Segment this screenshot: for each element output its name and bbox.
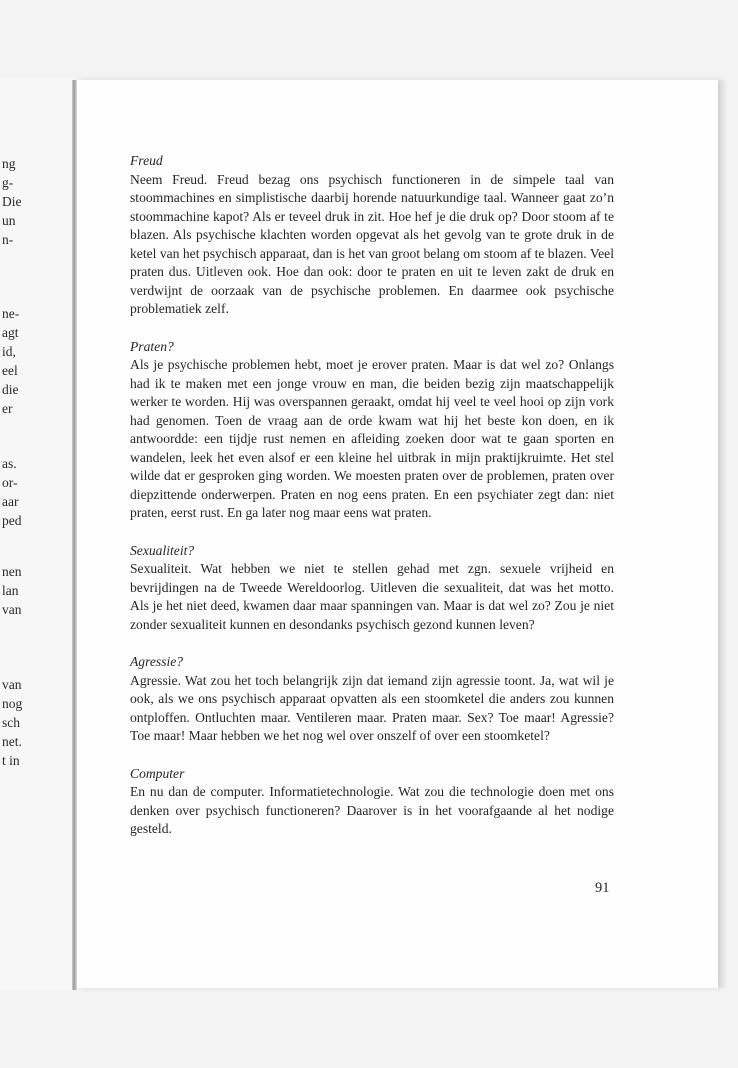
section-sexualiteit	[130, 542, 614, 635]
section-body: Als je psychische problemen hebt, moet je erover praten. Maar is dat wel zo? Onlangs had ik te maken met een jonge vrouw en man, die beiden bezig zijn maatschappelijk werker te worden. Hij was overspannen geraakt, omdat hij veel te veel hooi op zijn vork had genomen. Toen de vraag aan de orde kwam wat hij het beste kon doen, en ik antwoordde: een tijdje rust nemen en afleiding zoeken door wat te gaan sporten en wandelen, leek het even alsof er een kleine hel uitbrak in mijn praktijkruimte. Het stel wilde dat er gesproken ging worden. We moesten praten over de problemen, praten over diepzittende onderwerpen. Praten en nog eens praten. En een psychiater zegt dan: niet praten, eerst rust. En ga later nog maar eens wat praten.	[130, 357, 614, 520]
left-fragment: agt	[2, 325, 19, 340]
section-body: En nu dan de computer. Informatietechnologie. Wat zou die technologie doen met ons denken over psychisch functioneren? Daarover is in het voorafgaande al het nodige gesteld.	[130, 784, 614, 836]
section-freud	[130, 152, 614, 319]
section-heading: Freud	[130, 153, 163, 168]
left-fragment: nen	[2, 564, 22, 579]
section-heading: Sexualiteit?	[130, 542, 195, 558]
page-text	[130, 152, 614, 858]
left-fragment: sch	[2, 715, 20, 730]
left-fragment: Die	[2, 194, 22, 209]
left-fragment: t in	[2, 753, 20, 768]
left-fragment: ne-	[2, 306, 20, 321]
left-fragment: as.	[2, 456, 17, 471]
left-fragment: id,	[2, 344, 16, 359]
section-agressie	[130, 653, 614, 746]
right-page	[77, 80, 718, 988]
left-fragment: g-	[2, 175, 14, 190]
left-page	[0, 78, 74, 990]
left-fragment: un	[2, 213, 16, 228]
section-heading: Agressie?	[130, 654, 184, 669]
left-fragment: van	[2, 602, 22, 617]
left-fragment: or-	[2, 475, 18, 490]
left-fragment: lan	[2, 583, 19, 598]
left-fragment: die	[2, 382, 19, 397]
left-fragment: van	[2, 677, 22, 692]
section-heading: Praten?	[130, 338, 174, 354]
left-fragment: ng	[2, 156, 16, 171]
left-fragment: eel	[2, 363, 18, 378]
section-body: Sexualiteit. Wat hebben we niet te stellen gehad met zgn. sexuele vrijheid en bevrijdingen na de Tweede Wereldoorlog. Uitleven die sexualiteit, dat was het motto. Als je het niet deed, kwamen daar maar spanningen van. Maar is dat wel zo? Zou je niet zonder sexualiteit kunnen en desondanks psychisch gezond kunnen leven?	[130, 561, 614, 632]
section-computer	[130, 765, 614, 839]
left-fragment: ped	[2, 513, 22, 528]
left-fragment: aar	[2, 494, 19, 509]
left-fragment: er	[2, 401, 13, 416]
section-praten	[130, 338, 614, 523]
section-body: Agressie. Wat zou het toch belangrijk zijn dat iemand zijn agressie toont. Ja, wat wil je ook, als we ons psychisch apparaat opvatten als een stoomketel die anders zou kunnen ontploffen. Ontluchten maar. Ventileren maar. Praten maar. Sex? Toe maar! Agressie? Toe maar! Maar hebben we het nog wel over onszelf of over een stoomketel?	[130, 672, 614, 743]
page-number: 91	[595, 880, 610, 896]
left-fragment: nog	[2, 696, 23, 711]
section-heading: Computer	[130, 765, 185, 781]
left-fragment: net.	[2, 734, 22, 749]
section-body: Neem Freud. Freud bezag ons psychisch functioneren in de simpele taal van stoommachines en simplistische daarbij horende natuurkundige taal. Wanneer gaat zo’n stoommachine kapot? Als er teveel druk in zit. Hoe hef je die druk op? Door stoom af te blazen. Als psychische klachten worden opgevat als het gevolg van te grote druk in de ketel van het psychisch apparaat, dan is het van groot belang om stoom af te blazen. Veel praten dus. Uitleven ook. Hoe dan ook: door te praten en uit te leven zakt de druk en verdwijnt de oorzaak van de psychische problemen. En daarmee ook psychische problematiek zelf.	[130, 171, 614, 316]
left-fragment: n-	[2, 232, 14, 247]
